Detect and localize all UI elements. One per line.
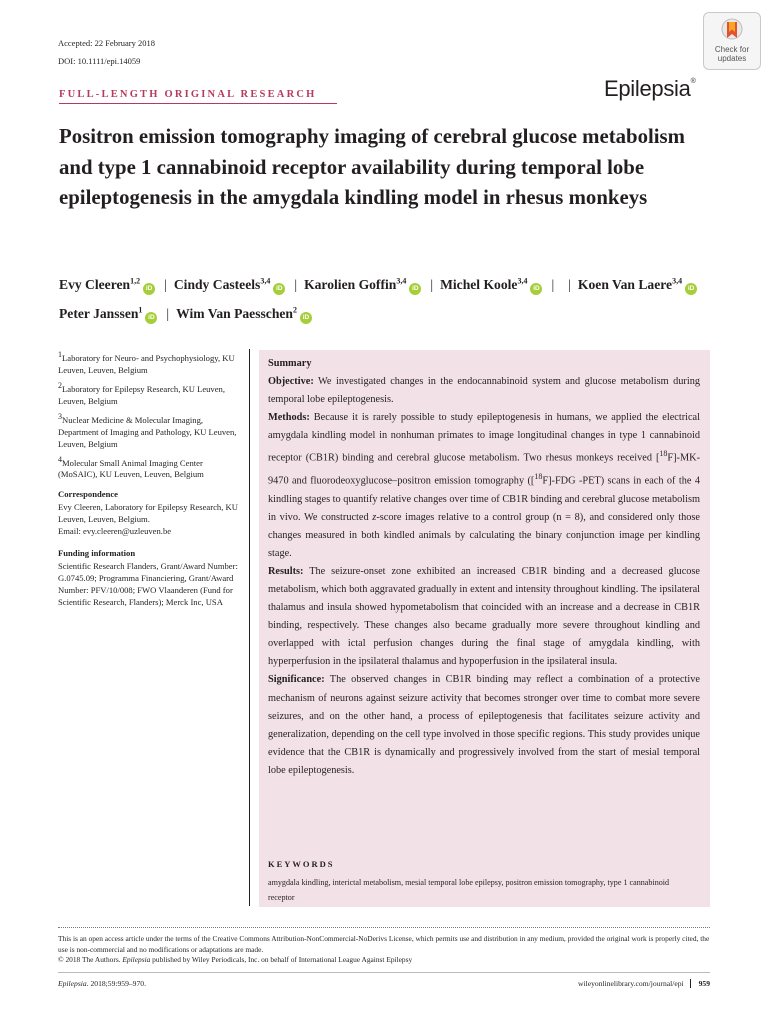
affiliations [58, 349, 240, 480]
affiliation-number: 1 [58, 350, 62, 359]
methods-text-a: Because it is rarely possible to study epileptogenesis in humans, we applied the electrical amygdala kindling model in nonhuman primates to image longitudinal changes in type 1 cannabinoid receptor (CB1R) binding and cerebral glucose metabolism. Two rhesus monkeys received [ [268, 412, 700, 464]
journal-name: Epilepsia [604, 76, 691, 101]
correspondence-heading: Correspondence [58, 489, 118, 500]
methods-text-d: -score images relative to a control group (n = 8), and considered only those changes measured in both kindled animals by calculating the binary conjunction image per kindling stage. [268, 511, 700, 559]
article-title: Positron emission tomography imaging of cerebral glucose metabolism and type 1 cannabinoid receptor availability during temporal lobe epileptogenesis in the amygdala kindling model in rhesus monkeys [59, 125, 685, 209]
author [578, 277, 699, 292]
author-separator: | [164, 276, 167, 292]
methods-text-b: F]-MK-9470 and fluorodeoxyglucose–positron emission tomography ([ [268, 452, 700, 487]
journal-url[interactable]: wileyonlinelibrary.com/journal/epi [578, 979, 684, 988]
affiliation-number: 2 [58, 380, 62, 390]
author-affiliation: 3,4 [517, 276, 528, 285]
affiliation [58, 380, 240, 407]
section-rule [59, 103, 337, 104]
orcid-icon[interactable]: iD [409, 283, 421, 295]
orcid-icon[interactable]: iD [273, 283, 285, 295]
author [440, 277, 544, 292]
author-affiliation: 3,4 [260, 276, 271, 285]
objective-label: Objective: [268, 376, 314, 388]
article-info-column [58, 349, 240, 612]
affiliation [58, 349, 240, 376]
affiliation-text: Nuclear Medicine & Molecular Imaging, Department of Imaging and Pathology, KU Leuven, Leuven, Belgium [58, 414, 237, 449]
correspondence-email[interactable]: Email: evy.cleeren@uzleuven.be [58, 526, 172, 537]
methods-label: Methods: [268, 412, 310, 424]
author-separator: | [166, 306, 170, 322]
author-separator: | [568, 276, 571, 292]
objective-paragraph [268, 373, 700, 409]
footer-right [500, 979, 710, 988]
orcid-icon[interactable]: iD [300, 312, 312, 324]
check-for-updates-badge[interactable] [703, 12, 761, 70]
section-label: FULL-LENGTH ORIGINAL RESEARCH [59, 89, 317, 100]
column-divider [249, 349, 250, 906]
significance-label: Significance: [268, 674, 325, 686]
registered-mark: ® [690, 78, 696, 85]
funding-text: Scientific Research Flanders, Grant/Award Number: G.0745.09; Programma Financiering, Grant/Award Number: PFV/10/008; FWO Vlaanderen (Fund for Scientific Research, Flanders); Merck Inc, USA [58, 561, 238, 608]
accepted-date: Accepted: 22 February 2018 [58, 38, 156, 48]
results-label: Results: [268, 565, 304, 577]
keywords-text: amygdala kindling, interictal metabolism, mesial temporal lobe epilepsy, positron emission tomography, type 1 cannabinoid receptor [268, 878, 670, 902]
check-updates-icon [721, 18, 743, 44]
copyright-publisher: published by Wiley Periodicals, Inc. on behalf of International League Against Epilepsy [150, 955, 413, 964]
author-name[interactable]: Wim Van Paesschen [176, 306, 293, 322]
isotope-superscript: 18 [534, 471, 543, 481]
methods-text-c: F]-FDG -PET) scans in each of the 4 kindling stages to quantify relative changes over time of CB1R binding and cerebral glucose metabolism in vivo. We constructed [268, 475, 700, 523]
author-separator: | [430, 276, 434, 292]
license-line1: This is an open access article under the terms of the Creative Commons Attribution-NonCommercial-NoDerivs License, which permits use and distribution in any medium, provided the original work is properly cited, the use is non-commercial and no modifications or adaptations are made. [58, 934, 710, 954]
footer-journal: Epilepsia. [58, 979, 89, 988]
affiliation-number: 4 [58, 454, 62, 464]
significance-paragraph [268, 671, 700, 780]
author-name[interactable]: Michel Koole [440, 276, 518, 292]
author [304, 277, 423, 292]
license-divider [58, 927, 710, 928]
author [174, 277, 287, 292]
copyright-journal: Epilepsia [122, 955, 151, 964]
author-name[interactable]: Karolien Goffin [304, 276, 397, 292]
author-list [59, 268, 719, 327]
author-affiliation: 1 [138, 305, 143, 315]
author-name[interactable]: Koen Van Laere [577, 276, 673, 292]
author-separator: | [294, 276, 298, 292]
summary [268, 355, 700, 780]
results-text: The seizure-onset zone exhibited an increased CB1R binding and a decreased glucose metabolism, which both aggravated gradually in extent and intensity throughout kindling. The ipsilateral thalamus and insula showed hypometabolism that coincided with an increase and a decrease in CB1R binding, respectively. These changes also became gradually more severe throughout kindling and overlapped with ictal perfusion changes during the final stage of amygdala kindling, with hyperperfusion in the ipsilateral thalamus and hypoperfusion in the ipsilateral insula. [268, 565, 700, 668]
badge-label-line2: updates [717, 53, 747, 63]
author-affiliation: 1,2 [130, 276, 141, 285]
isotope-superscript: 18 [659, 449, 668, 459]
footer-citation [58, 979, 146, 988]
objective-text: We investigated changes in the endocannabinoid system and glucose metabolism during temporal lobe epileptogenesis. [268, 376, 700, 406]
author-affiliation: 3,4 [396, 276, 407, 285]
author-affiliation: 3,4 [672, 276, 683, 285]
affiliation [58, 411, 240, 450]
license-notice [58, 934, 710, 966]
author-name[interactable]: Evy Cleeren [59, 276, 131, 292]
summary-heading: Summary [268, 358, 312, 369]
results-paragraph [268, 563, 700, 672]
affiliation-number: 3 [58, 411, 62, 421]
author [176, 306, 314, 321]
orcid-icon[interactable]: iD [143, 283, 155, 295]
funding-heading: Funding information [58, 548, 136, 559]
journal-logo [604, 76, 695, 102]
keywords-heading: KEYWORDS [268, 859, 335, 869]
author [59, 306, 159, 321]
z-italic: z [372, 511, 377, 523]
doi: DOI: 10.1111/epi.14059 [58, 56, 141, 66]
affiliation-text: Molecular Small Animal Imaging Center (MoSAIC), KU Leuven, Leuven, Belgium [58, 457, 204, 480]
author [59, 277, 157, 292]
badge-label-line1: Check for [714, 45, 750, 54]
copyright-text: © 2018 The Authors. [58, 955, 123, 964]
affiliation-text: Laboratory for Neuro- and Psychophysiology, KU Leuven, Leuven, Belgium [58, 352, 235, 375]
orcid-icon[interactable]: iD [530, 283, 542, 295]
license-line2 [58, 955, 710, 966]
footer-volume: 2018;59:959–970. [88, 979, 146, 988]
author-affiliation: 2 [292, 305, 297, 315]
page-number: 959 [690, 979, 710, 988]
orcid-icon[interactable]: iD [145, 312, 157, 324]
affiliation [58, 454, 240, 481]
orcid-icon[interactable]: iD [685, 283, 697, 295]
significance-text: The observed changes in CB1R binding may reflect a combination of a protective mechanism of neurons against seizure activity that becomes stronger over time to combat more severe seizures, and on the other hand, a process of epileptogenesis that facilitates seizure activity and generalization, depending on the cell type involved in those specific regions. This study provides unique evidence that the CB1R is dynamically and progressively involved from the start of mesial temporal lobe epileptogenesis. [268, 674, 700, 776]
author-name[interactable]: Cindy Casteels [173, 276, 261, 292]
author-separator: | [551, 276, 555, 292]
correspondence-text: Evy Cleeren, Laboratory for Epilepsy Research, KU Leuven, Leuven, Belgium. [58, 502, 238, 525]
methods-paragraph [268, 409, 700, 563]
affiliation-text: Laboratory for Epilepsy Research, KU Leuven, Leuven, Belgium [58, 383, 225, 406]
footer-rule [58, 972, 710, 973]
author-name[interactable]: Peter Janssen [59, 306, 139, 322]
